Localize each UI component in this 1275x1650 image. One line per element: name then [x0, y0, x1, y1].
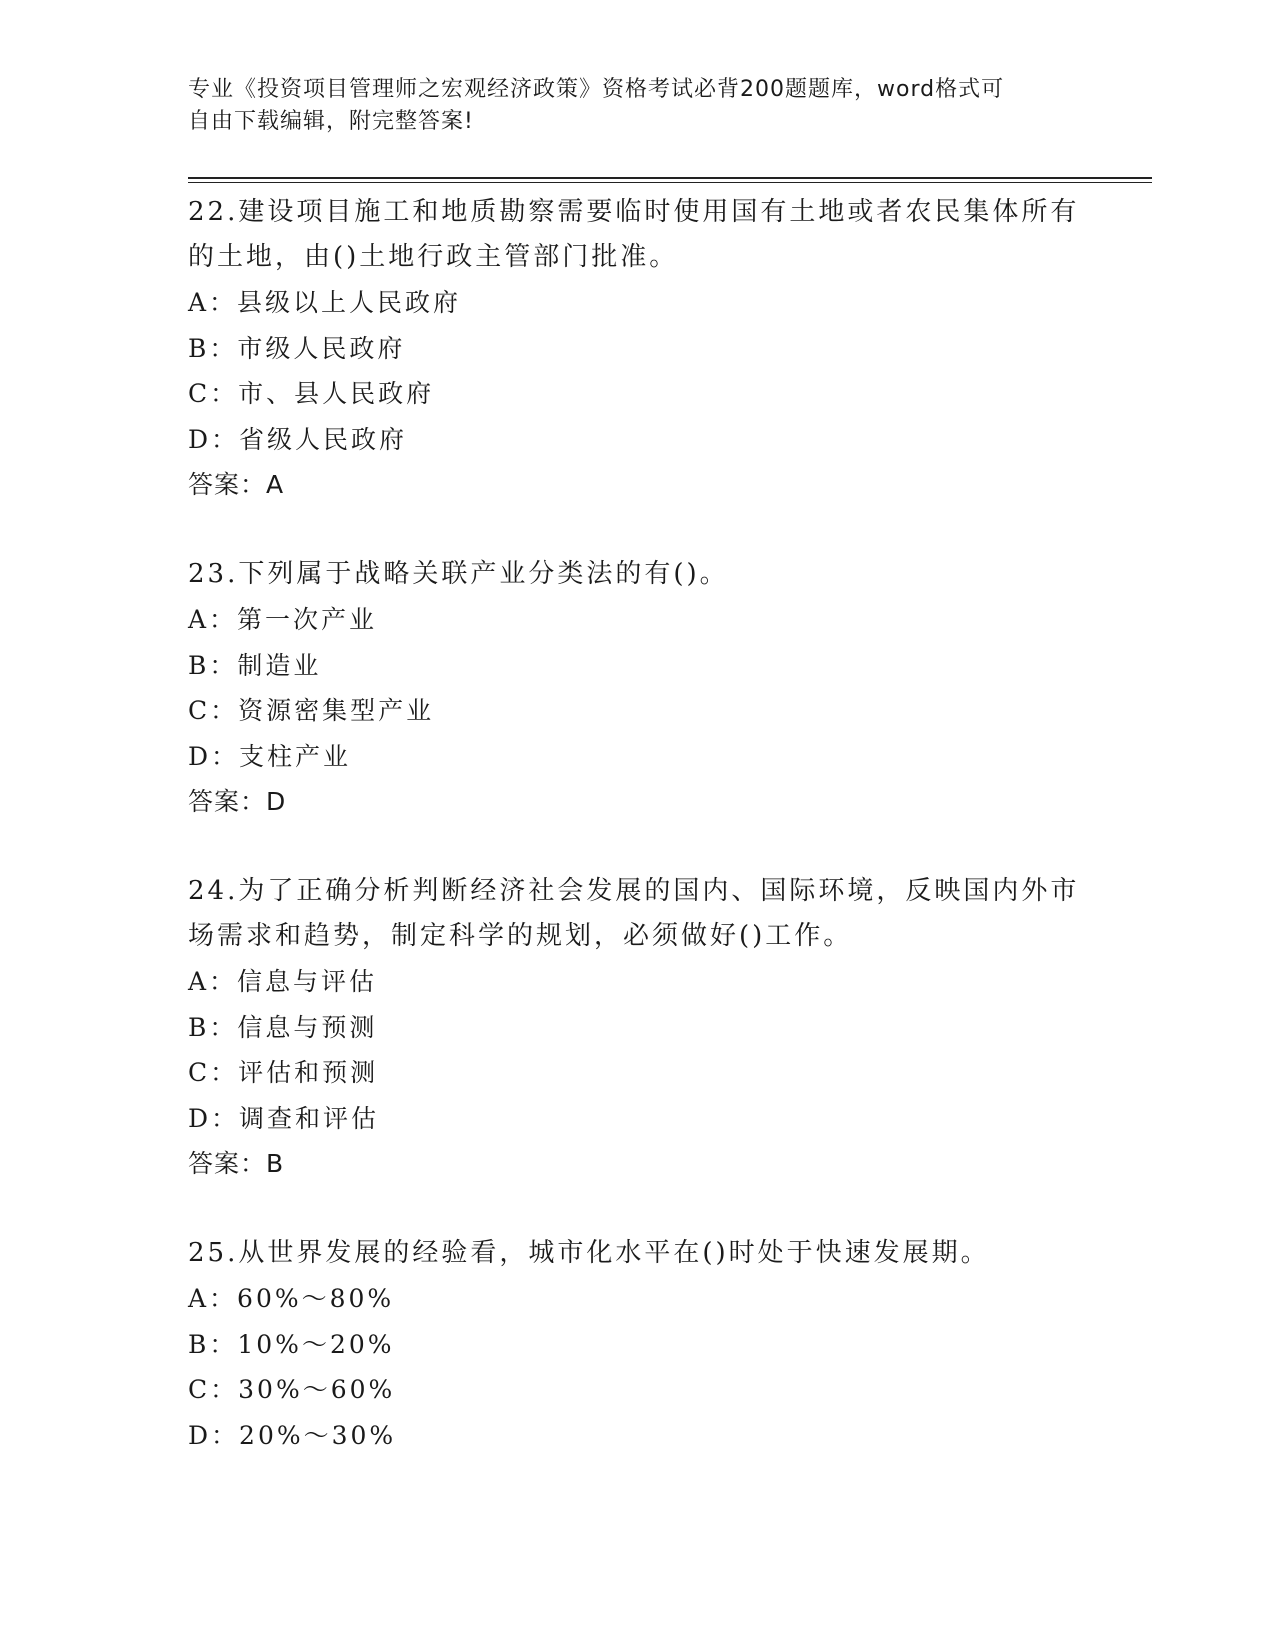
stem-line: 场需求和趋势，制定科学的规划，必须做好()工作。: [188, 921, 853, 951]
option-b: B：10%～20%: [188, 1329, 395, 1359]
question-stem: [188, 190, 1088, 280]
option-d: D：支柱产业: [188, 741, 352, 771]
question-spacer: [188, 824, 1088, 869]
answer-line: 答案：A: [188, 470, 285, 499]
option-d: D：20%～30%: [188, 1420, 397, 1450]
question-24: [188, 869, 1088, 1186]
question-spacer: [188, 507, 1088, 552]
option-a: A：60%～80%: [188, 1284, 395, 1313]
question-22: [188, 190, 1088, 507]
option-b: B：制造业: [188, 650, 322, 680]
option-d: D：调查和评估: [188, 1103, 380, 1133]
option-a: A：信息与评估: [188, 967, 378, 996]
option-a: A：县级以上人民政府: [188, 288, 462, 317]
question-list: [188, 190, 1088, 1458]
option-a: A：第一次产业: [188, 605, 378, 634]
option-c: C：资源密集型产业: [188, 696, 435, 725]
option-b: B：信息与预测: [188, 1012, 378, 1042]
stem-line: 25.从世界发展的经验看，城市化水平在()时处于快速发展期。: [188, 1238, 990, 1268]
header-divider-thin: [188, 182, 1152, 183]
question-spacer: [188, 1186, 1088, 1231]
question-stem: [188, 552, 1088, 597]
option-d: D：省级人民政府: [188, 424, 408, 454]
question-23: [188, 552, 1088, 824]
header-line-1: 专业《投资项目管理师之宏观经济政策》资格考试必背200题题库，word格式可: [188, 77, 1005, 102]
stem-line: 22.建设项目施工和地质勘察需要临时使用国有土地或者农民集体所有: [188, 197, 1080, 227]
header-line-2: 自由下载编辑，附完整答案!: [188, 109, 474, 134]
header-divider-thick: [188, 177, 1152, 179]
question-stem: [188, 869, 1088, 959]
stem-line: 24.为了正确分析判断经济社会发展的国内、国际环境，反映国内外市: [188, 876, 1080, 906]
option-c: C：市、县人民政府: [188, 379, 435, 408]
document-header: [188, 74, 1088, 138]
stem-line: 23.下列属于战略关联产业分类法的有()。: [188, 559, 729, 589]
answer-line: 答案：D: [188, 787, 287, 816]
question-stem: [188, 1231, 1088, 1276]
option-b: B：市级人民政府: [188, 333, 406, 363]
stem-line: 的土地，由()土地行政主管部门批准。: [188, 242, 679, 272]
option-c: C：30%～60%: [188, 1375, 396, 1404]
question-25: [188, 1231, 1088, 1458]
option-c: C：评估和预测: [188, 1058, 379, 1087]
answer-line: 答案：B: [188, 1149, 285, 1178]
